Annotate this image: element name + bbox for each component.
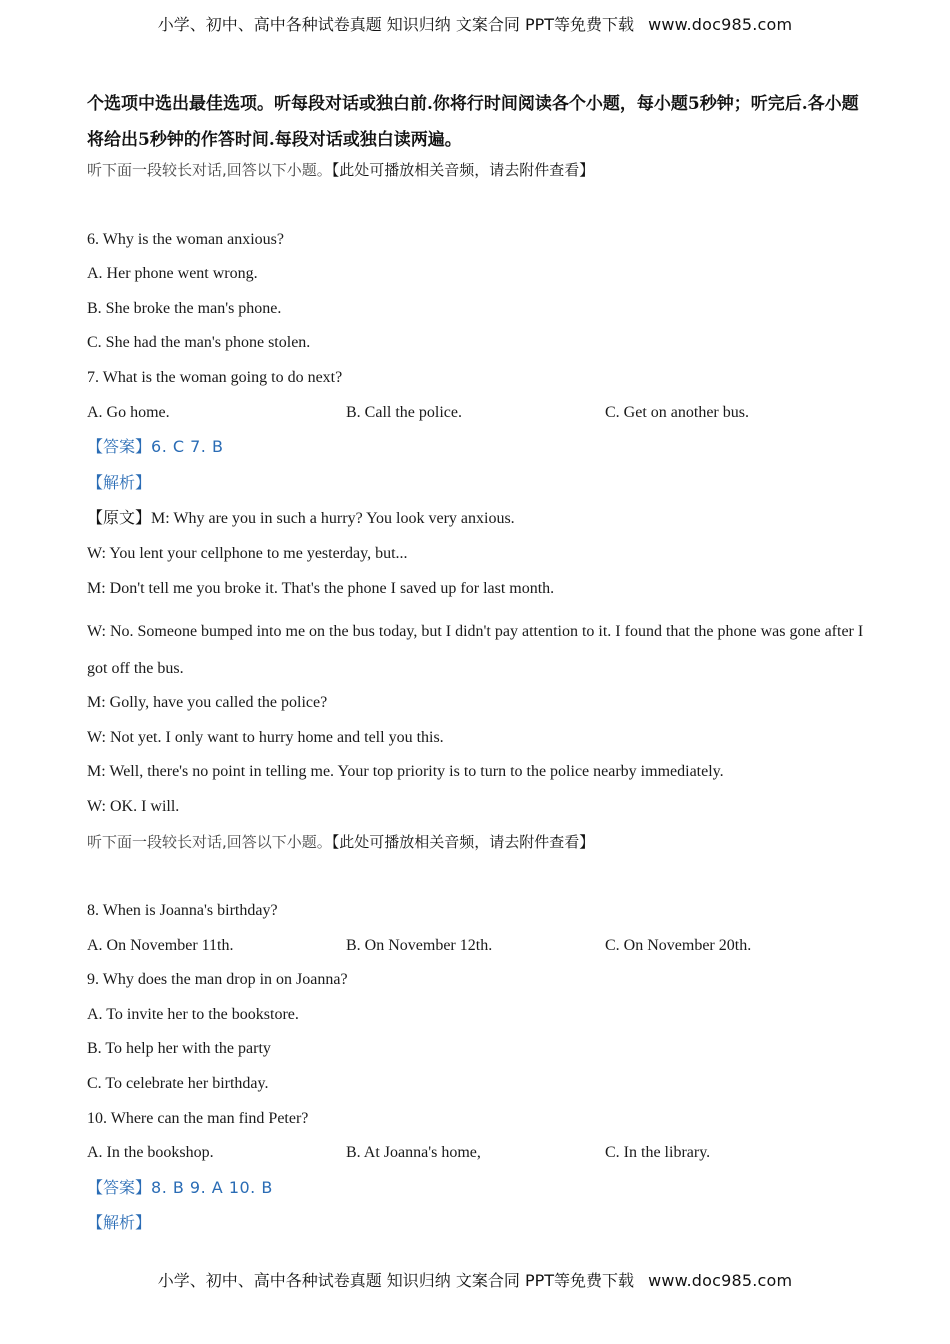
answer-tag: 【答案】 xyxy=(87,437,152,457)
q10-options xyxy=(87,1143,867,1163)
transcript-text: M: Why are you in such a hurry? You look very anxious. xyxy=(151,510,515,528)
question-8: 8. When is Joanna's birthday? xyxy=(87,902,278,920)
transcript-line-2: W: You lent your cellphone to me yesterday, but... xyxy=(87,544,408,562)
spacer xyxy=(87,195,867,230)
q7-options xyxy=(87,403,867,423)
question-10: 10. Where can the man find Peter? xyxy=(87,1109,309,1127)
transcript-line-8: W: OK. I will. xyxy=(87,797,180,815)
transcript-line-6: W: Not yet. I only want to hurry home and tell you this. xyxy=(87,728,444,746)
q8-option-b: B. On November 12th. xyxy=(346,936,493,954)
answer-values: 8. B 9. A 10. B xyxy=(151,1177,273,1197)
q7-option-b: B. Call the police. xyxy=(346,403,462,421)
transcript-line-1 xyxy=(87,508,867,529)
analysis-tag: 【解析】 xyxy=(87,472,152,492)
q8-option-a: A. On November 11th. xyxy=(87,936,234,954)
instructions: 个选项中选出最佳选项。听每段对话或独白前.你将行时间阅读各个小题，每小题5秒钟；听完后.各小题将给出5秒钟的作答时间.每段对话或独白读两遍。 xyxy=(87,94,859,150)
analysis-line-2 xyxy=(87,1213,867,1234)
q7-option-c: C. Get on another bus. xyxy=(605,403,749,421)
header-url[interactable]: www.doc985.com xyxy=(648,15,793,34)
q10-option-a: A. In the bookshop. xyxy=(87,1144,214,1162)
header-banner xyxy=(0,12,950,35)
answer-tag: 【答案】 xyxy=(87,1177,152,1197)
analysis-tag: 【解析】 xyxy=(87,1213,152,1233)
original-tag: 【原文】 xyxy=(87,508,152,528)
q10-option-c: C. In the library. xyxy=(605,1144,711,1162)
section1-intro: 听下面一段较长对话,回答以下小题。 xyxy=(87,161,332,179)
q8-options xyxy=(87,936,867,956)
q9-option-a: A. To invite her to the bookstore. xyxy=(87,1005,299,1023)
section1-audio-note[interactable]: 【此处可播放相关音频，请去附件查看】 xyxy=(331,161,595,179)
section2-intro-line xyxy=(87,832,867,852)
section1-intro-line xyxy=(87,160,867,180)
q8-option-c: C. On November 20th. xyxy=(605,936,752,954)
question-6: 6. Why is the woman anxious? xyxy=(87,230,285,248)
footer-text: 小学、初中、高中各种试卷真题 知识归纳 文案合同 PPT等免费下载 xyxy=(157,1271,635,1290)
transcript-line-4: W: No. Someone bumped into me on the bus today, but I didn't pay attention to it. I found that the phone was gone after I got off the bus. xyxy=(87,623,864,678)
q9-option-c: C. To celebrate her birthday. xyxy=(87,1075,269,1093)
q7-option-a: A. Go home. xyxy=(87,403,170,421)
q6-option-a: A. Her phone went wrong. xyxy=(87,265,258,283)
transcript-line-5: M: Golly, have you called the police? xyxy=(87,694,328,712)
question-9: 9. Why does the man drop in on Joanna? xyxy=(87,971,348,989)
question-7: 7. What is the woman going to do next? xyxy=(87,368,343,386)
header-text: 小学、初中、高中各种试卷真题 知识归纳 文案合同 PPT等免费下载 xyxy=(157,15,635,34)
section2-audio-note[interactable]: 【此处可播放相关音频，请去附件查看】 xyxy=(331,832,595,851)
footer-banner xyxy=(0,1268,950,1291)
q10-option-b: B. At Joanna's home, xyxy=(346,1144,481,1162)
section2-intro: 听下面一段较长对话,回答以下小题。 xyxy=(87,832,332,851)
q6-option-b: B. She broke the man's phone. xyxy=(87,299,282,317)
answer-line-1 xyxy=(87,437,867,458)
q9-option-b: B. To help her with the party xyxy=(87,1040,271,1058)
transcript-line-7: M: Well, there's no point in telling me. Your top priority is to turn to the police nearby immediately. xyxy=(87,763,724,781)
answer-values: 6. C 7. B xyxy=(151,437,224,457)
document-body xyxy=(87,86,867,1249)
footer-url[interactable]: www.doc985.com xyxy=(648,1271,793,1290)
analysis-line-1 xyxy=(87,473,867,494)
q6-option-c: C. She had the man's phone stolen. xyxy=(87,334,311,352)
transcript-line-3: M: Don't tell me you broke it. That's the phone I saved up for last month. xyxy=(87,579,555,597)
spacer xyxy=(87,866,867,901)
answer-line-2 xyxy=(87,1178,867,1199)
